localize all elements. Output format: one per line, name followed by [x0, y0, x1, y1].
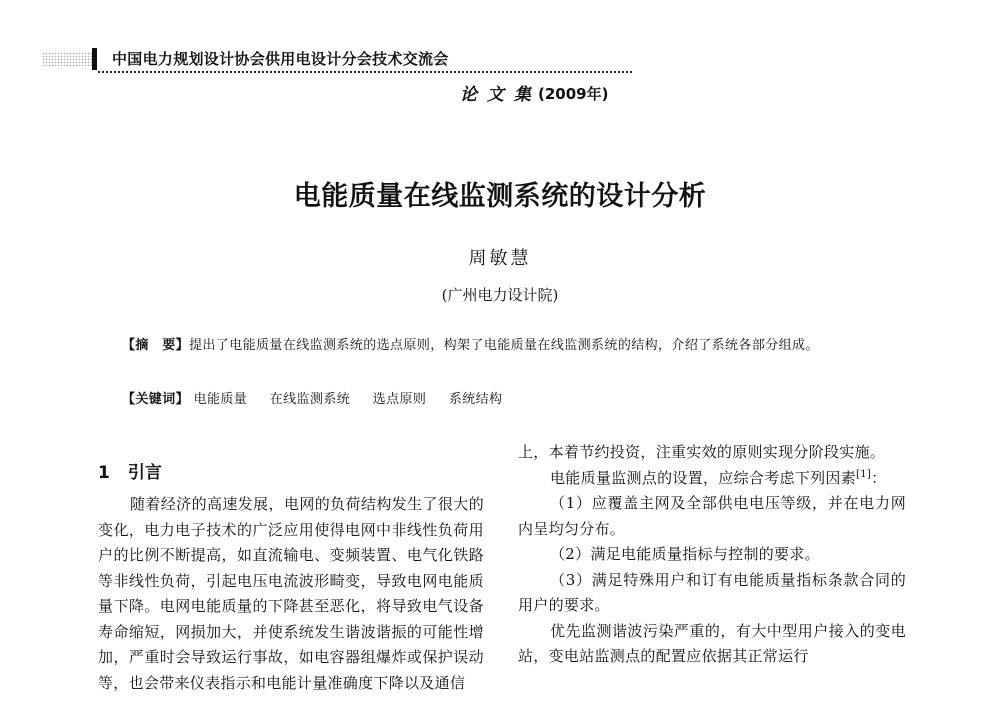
keyword: 系统结构 — [448, 392, 503, 407]
keyword: 在线监测系统 — [269, 392, 351, 407]
paragraph — [518, 466, 906, 492]
journal-year: (2009年) — [538, 85, 609, 103]
paper-author: 周敏慧 — [468, 248, 532, 269]
citation: [1] — [856, 468, 872, 480]
punctuation: ： — [871, 468, 887, 487]
keywords-label: 【关键词】 — [122, 392, 190, 407]
abstract-text: 提出了电能质量在线监测系统的选点原则，构架了电能质量在线监测系统的结构，介绍了系统各部分组成。 — [189, 338, 819, 353]
paper-title: 电能质量在线监测系统的设计分析 — [293, 181, 707, 212]
keyword: 电能质量 — [193, 392, 248, 407]
list-item: （1）应覆盖主网及全部供电电压等级，并在电力网内呈均匀分布。 — [518, 494, 906, 538]
paragraph-text: 电能质量监测点的设置，应综合考虑下列因素 — [550, 468, 857, 487]
header-dotted-rule — [98, 71, 632, 73]
header-organization: 中国电力规划设计协会供用电设计分会技术交流会 — [112, 50, 449, 68]
section-title: 引言 — [127, 463, 162, 483]
paragraph: 优先监测谐波污染严重的，有大中型用户接入的变电站，变电站监测点的配置应依据其正常运行 — [518, 621, 906, 665]
section-number: 1 — [98, 463, 110, 483]
section-heading — [98, 458, 162, 483]
header-bar-marker — [92, 48, 97, 70]
list-item: （2）满足电能质量指标与控制的要求。 — [550, 545, 820, 563]
abstract — [98, 334, 904, 358]
journal-name: 论 文 集 — [460, 85, 533, 105]
keywords — [122, 388, 520, 407]
list-item: （3）满足特殊用户和订有电能质量指标条款合同的用户的要求。 — [518, 570, 906, 614]
paragraph: 随着经济的高速发展，电网的负荷结构发生了很大的变化，电力电子技术的广泛应用使得电网中非线性负荷用户的比例不断提高，如直流输电、变频装置、电气化铁路等非线性负荷，引起电压电流波形畸变，导致电网电能质量下降。电网电能质量的下降甚至恶化，将导致电气设备寿命缩短，网损加大，并使系统发生谐波谐振的可能性增加，严重时会导致运行事故，如电容器组爆炸或保护误动等，也会带来仪表指示和电能计量准确度下降以及通信 — [98, 495, 484, 692]
left-column — [98, 492, 484, 696]
paper-affiliation: (广州电力设计院) — [441, 286, 559, 304]
scan-noise — [42, 52, 92, 66]
keyword: 选点原则 — [372, 392, 427, 407]
paragraph: 上，本着节约投资，注重实效的原则实现分阶段实施。 — [518, 443, 886, 461]
abstract-label: 【摘 要】 — [122, 338, 190, 353]
right-column — [518, 440, 906, 670]
